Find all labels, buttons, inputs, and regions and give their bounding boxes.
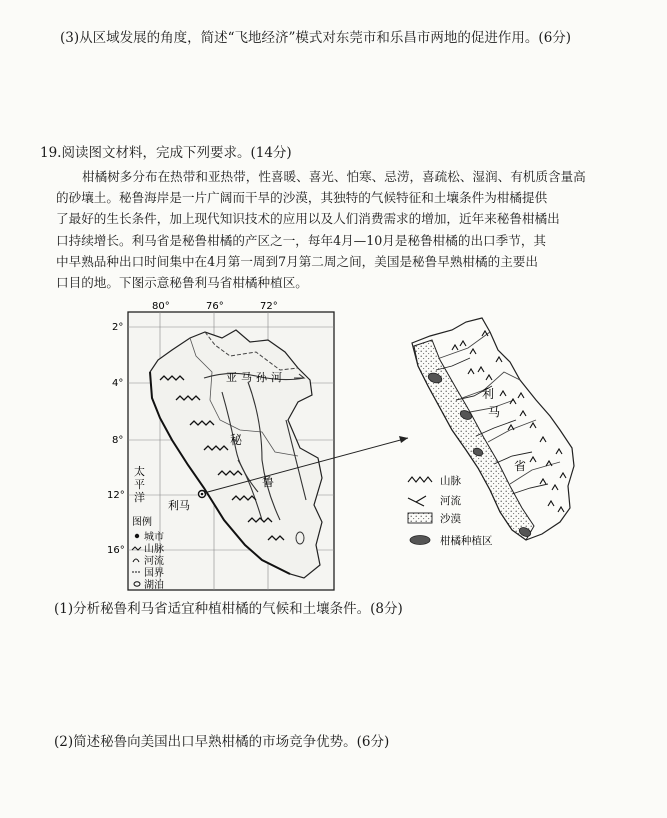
legend-title: 图例: [132, 517, 152, 528]
amazon-river-label: 亚马孙河: [226, 371, 286, 384]
lat-label: 8°: [112, 435, 124, 446]
lon-label: 76°: [206, 301, 224, 312]
inset-legend: [408, 474, 493, 547]
province-label: 省: [514, 459, 527, 473]
peru-map: [107, 301, 408, 591]
pacific-label: 太: [134, 465, 145, 478]
lima-label: 利马: [168, 499, 190, 512]
legend-citrus-area: 柑橘种植区: [440, 535, 493, 547]
question-19-1: (1)分析秘鲁利马省适宜种植柑橘的气候和土壤条件。(8分): [54, 601, 403, 617]
province-label: 马: [488, 405, 501, 419]
material-line: 了最好的生长条件，加上现代知识技术的应用以及人们消费需求的增加，近年来秘鲁柑橘出: [56, 211, 560, 227]
lat-label: 2°: [112, 322, 124, 333]
lat-label: 12°: [107, 490, 125, 501]
material-line: 中早熟品种出口时间集中在4月第一周到7月第二周之间，美国是秘鲁早熟柑橘的主要出: [56, 253, 538, 269]
legend-border: 国界: [144, 568, 164, 579]
legend-mountain: 山脉: [144, 544, 164, 555]
legend-river: 河流: [144, 556, 164, 567]
lima-province-inset: [408, 318, 574, 547]
legend-mountain: 山脉: [440, 475, 461, 487]
material-line: 的砂壤土。秘鲁海岸是一片广阔而干旱的沙漠，其独特的气候特征和土壤条件为柑橘提供: [56, 190, 548, 206]
question-19-title: 19.阅读图文材料，完成下列要求。(14分): [40, 145, 292, 161]
legend-desert: 沙漠: [440, 513, 461, 525]
material-line: 口持续增长。利马省是秘鲁柑橘的产区之一，每年4月—10月是秘鲁柑橘的出口季节，其: [56, 232, 547, 248]
lat-label: 16°: [107, 545, 125, 556]
peru-label: 鲁: [262, 475, 275, 489]
province-label: 利: [482, 387, 495, 401]
peru-label: 秘: [230, 433, 243, 447]
pacific-label: 平: [134, 478, 145, 491]
legend-city: 城市: [144, 532, 164, 543]
question-19-2: (2)简述秘鲁向美国出口早熟柑橘的市场竞争优势。(6分): [54, 734, 390, 750]
lat-label: 4°: [112, 378, 124, 389]
pacific-label: 洋: [134, 491, 145, 504]
question-18-3: (3)从区域发展的角度，简述“飞地经济”模式对东莞市和乐昌市两地的促进作用。(6分): [60, 30, 572, 46]
material-line: 口目的地。下图示意秘鲁利马省柑橘种植区。: [56, 275, 308, 291]
legend-river: 河流: [440, 495, 461, 507]
material-line: 柑橘树多分布在热带和亚热带，性喜暖、喜光、怕寒、忌涝，喜疏松、湿润、有机质含量高: [82, 169, 586, 184]
legend-lake: 湖泊: [144, 580, 164, 591]
lon-label: 80°: [152, 301, 170, 312]
lon-label: 72°: [260, 301, 278, 312]
